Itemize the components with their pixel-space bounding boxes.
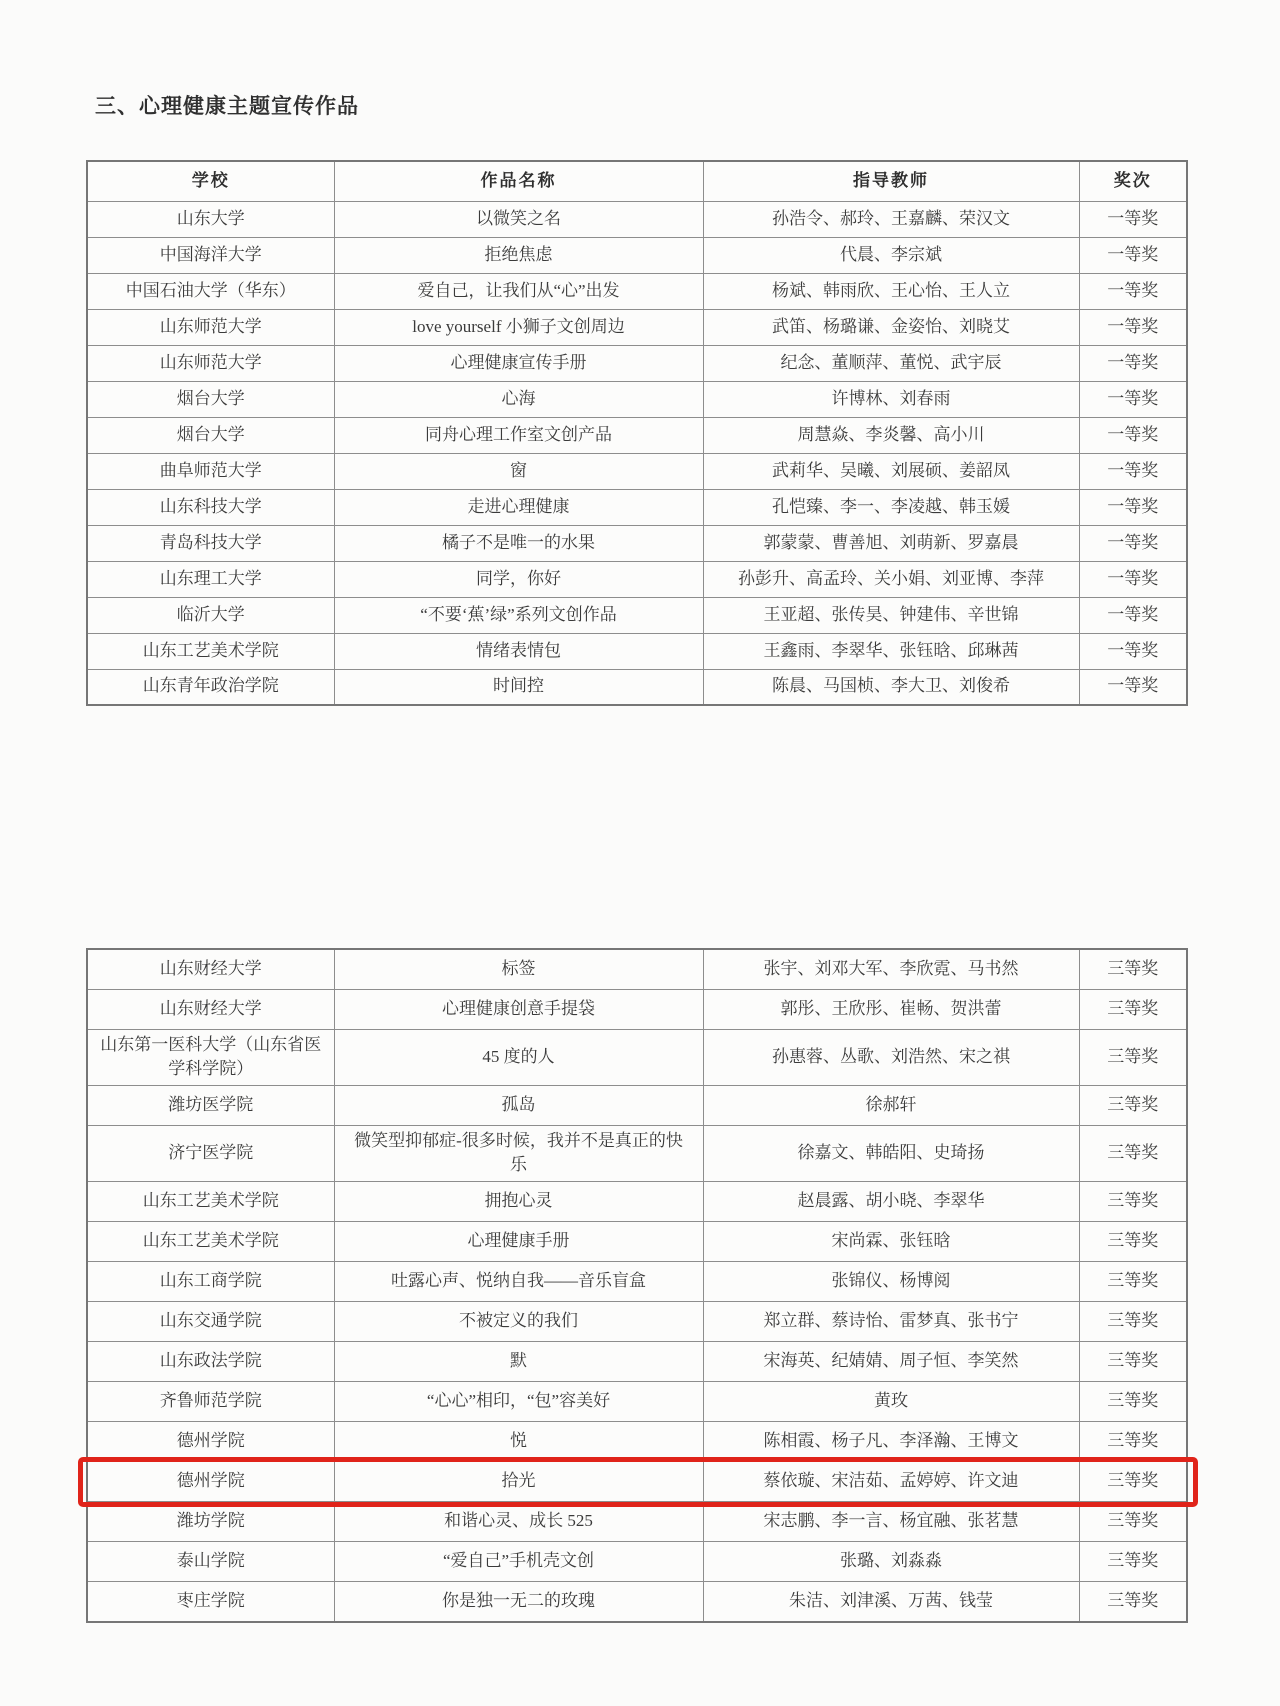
cell-school: 青岛科技大学 bbox=[87, 525, 334, 561]
cell-school: 山东科技大学 bbox=[87, 489, 334, 525]
section-title: 三、心理健康主题宣传作品 bbox=[95, 94, 359, 118]
table-row bbox=[87, 1382, 1187, 1422]
table-row bbox=[87, 1542, 1187, 1582]
cell-award: 三等奖 bbox=[1079, 1262, 1187, 1302]
cell-work: 橘子不是唯一的水果 bbox=[334, 525, 703, 561]
third-prize-table bbox=[86, 948, 1188, 1623]
cell-work: 孤岛 bbox=[334, 1085, 703, 1125]
cell-award: 一等奖 bbox=[1079, 237, 1187, 273]
cell-award: 三等奖 bbox=[1079, 1382, 1187, 1422]
table-row bbox=[87, 633, 1187, 669]
cell-award: 三等奖 bbox=[1079, 1422, 1187, 1462]
cell-award: 一等奖 bbox=[1079, 345, 1187, 381]
cell-teachers: 周慧焱、李炎馨、高小川 bbox=[703, 417, 1079, 453]
cell-school: 山东师范大学 bbox=[87, 345, 334, 381]
table-row bbox=[87, 345, 1187, 381]
cell-award: 一等奖 bbox=[1079, 417, 1187, 453]
table-row bbox=[87, 525, 1187, 561]
cell-award: 三等奖 bbox=[1079, 1085, 1187, 1125]
cell-work: “不要‘蕉’绿”系列文创作品 bbox=[334, 597, 703, 633]
cell-teachers: 孙惠蓉、丛歌、刘浩然、宋之祺 bbox=[703, 1029, 1079, 1085]
cell-teachers: 郭蒙蒙、曹善旭、刘萌新、罗嘉晨 bbox=[703, 525, 1079, 561]
cell-school: 山东工商学院 bbox=[87, 1262, 334, 1302]
cell-teachers: 张锦仪、杨博阅 bbox=[703, 1262, 1079, 1302]
cell-school: 山东理工大学 bbox=[87, 561, 334, 597]
cell-teachers: 许博林、刘春雨 bbox=[703, 381, 1079, 417]
cell-school: 泰山学院 bbox=[87, 1542, 334, 1582]
cell-award: 一等奖 bbox=[1079, 309, 1187, 345]
table-row bbox=[87, 453, 1187, 489]
cell-school: 山东工艺美术学院 bbox=[87, 633, 334, 669]
table-row bbox=[87, 417, 1187, 453]
header-work-title: 作品名称 bbox=[334, 161, 703, 201]
cell-award: 三等奖 bbox=[1079, 1582, 1187, 1622]
cell-work: 窗 bbox=[334, 453, 703, 489]
cell-school: 潍坊学院 bbox=[87, 1502, 334, 1542]
cell-teachers: 孙浩令、郝玲、王嘉麟、荣汉文 bbox=[703, 201, 1079, 237]
cell-award: 三等奖 bbox=[1079, 1302, 1187, 1342]
cell-work: 心理健康创意手提袋 bbox=[334, 989, 703, 1029]
table-row bbox=[87, 237, 1187, 273]
header-award-level: 奖次 bbox=[1079, 161, 1187, 201]
table-row bbox=[87, 1462, 1187, 1502]
cell-work: 标签 bbox=[334, 949, 703, 989]
cell-school: 山东政法学院 bbox=[87, 1342, 334, 1382]
cell-work: 走进心理健康 bbox=[334, 489, 703, 525]
cell-teachers: 赵晨露、胡小晓、李翠华 bbox=[703, 1182, 1079, 1222]
cell-work: 爱自己，让我们从“心”出发 bbox=[334, 273, 703, 309]
cell-work: 拾光 bbox=[334, 1462, 703, 1502]
cell-teachers: 徐郝轩 bbox=[703, 1085, 1079, 1125]
table-row bbox=[87, 309, 1187, 345]
cell-award: 三等奖 bbox=[1079, 1125, 1187, 1181]
cell-work: 同学，你好 bbox=[334, 561, 703, 597]
cell-work: 微笑型抑郁症-很多时候，我并不是真正的快乐 bbox=[334, 1125, 703, 1181]
cell-work: 和谐心灵、成长 525 bbox=[334, 1502, 703, 1542]
cell-teachers: 王亚超、张传昊、钟建伟、辛世锦 bbox=[703, 597, 1079, 633]
cell-teachers: 代晨、李宗斌 bbox=[703, 237, 1079, 273]
cell-teachers: 宋尚霖、张钰晗 bbox=[703, 1222, 1079, 1262]
table-row bbox=[87, 1342, 1187, 1382]
cell-school: 山东工艺美术学院 bbox=[87, 1222, 334, 1262]
table-row bbox=[87, 597, 1187, 633]
cell-school: 中国石油大学（华东） bbox=[87, 273, 334, 309]
cell-work: 悦 bbox=[334, 1422, 703, 1462]
cell-award: 三等奖 bbox=[1079, 1502, 1187, 1542]
cell-teachers: 杨斌、韩雨欣、王心怡、王人立 bbox=[703, 273, 1079, 309]
cell-school: 中国海洋大学 bbox=[87, 237, 334, 273]
cell-work: 心海 bbox=[334, 381, 703, 417]
cell-teachers: 陈相霞、杨子凡、李泽瀚、王博文 bbox=[703, 1422, 1079, 1462]
cell-teachers: 纪念、董顺萍、董悦、武宇辰 bbox=[703, 345, 1079, 381]
cell-award: 一等奖 bbox=[1079, 273, 1187, 309]
cell-school: 山东青年政治学院 bbox=[87, 669, 334, 705]
cell-award: 一等奖 bbox=[1079, 381, 1187, 417]
cell-award: 三等奖 bbox=[1079, 1222, 1187, 1262]
cell-teachers: 徐嘉文、韩皓阳、史琦扬 bbox=[703, 1125, 1079, 1181]
cell-school: 山东财经大学 bbox=[87, 989, 334, 1029]
cell-award: 一等奖 bbox=[1079, 597, 1187, 633]
table-row bbox=[87, 949, 1187, 989]
cell-award: 一等奖 bbox=[1079, 489, 1187, 525]
cell-award: 一等奖 bbox=[1079, 453, 1187, 489]
cell-teachers: 张宇、刘邓大军、李欣霓、马书然 bbox=[703, 949, 1079, 989]
cell-work: 心理健康手册 bbox=[334, 1222, 703, 1262]
cell-school: 山东交通学院 bbox=[87, 1302, 334, 1342]
cell-work: 时间控 bbox=[334, 669, 703, 705]
cell-school: 德州学院 bbox=[87, 1422, 334, 1462]
cell-teachers: 孔恺臻、李一、李凌越、韩玉媛 bbox=[703, 489, 1079, 525]
cell-school: 潍坊医学院 bbox=[87, 1085, 334, 1125]
cell-teachers: 陈晨、马国桢、李大卫、刘俊希 bbox=[703, 669, 1079, 705]
cell-work: 拒绝焦虑 bbox=[334, 237, 703, 273]
table-row bbox=[87, 1085, 1187, 1125]
table-row bbox=[87, 1302, 1187, 1342]
table-row bbox=[87, 1262, 1187, 1302]
cell-teachers: 郭彤、王欣彤、崔畅、贺洪蕾 bbox=[703, 989, 1079, 1029]
table-row bbox=[87, 561, 1187, 597]
cell-work: 不被定义的我们 bbox=[334, 1302, 703, 1342]
cell-award: 三等奖 bbox=[1079, 1542, 1187, 1582]
cell-award: 三等奖 bbox=[1079, 1029, 1187, 1085]
cell-school: 齐鲁师范学院 bbox=[87, 1382, 334, 1422]
cell-award: 三等奖 bbox=[1079, 1182, 1187, 1222]
cell-teachers: 宋海英、纪婧婧、周子恒、李笑然 bbox=[703, 1342, 1079, 1382]
cell-work: 吐露心声、悦纳自我——音乐盲盒 bbox=[334, 1262, 703, 1302]
table-row bbox=[87, 1582, 1187, 1622]
cell-teachers: 黄玫 bbox=[703, 1382, 1079, 1422]
cell-work: 情绪表情包 bbox=[334, 633, 703, 669]
table-row bbox=[87, 1502, 1187, 1542]
cell-award: 三等奖 bbox=[1079, 1342, 1187, 1382]
cell-work: 心理健康宣传手册 bbox=[334, 345, 703, 381]
cell-work: 默 bbox=[334, 1342, 703, 1382]
cell-award: 一等奖 bbox=[1079, 669, 1187, 705]
table-row bbox=[87, 669, 1187, 705]
table-row bbox=[87, 1029, 1187, 1085]
table-row bbox=[87, 201, 1187, 237]
cell-teachers: 武笛、杨璐谦、金姿怡、刘晓艾 bbox=[703, 309, 1079, 345]
cell-award: 一等奖 bbox=[1079, 561, 1187, 597]
cell-teachers: 王鑫雨、李翠华、张钰晗、邱琳茜 bbox=[703, 633, 1079, 669]
table-row bbox=[87, 1125, 1187, 1181]
cell-teachers: 蔡依璇、宋洁茹、孟婷婷、许文迪 bbox=[703, 1462, 1079, 1502]
cell-work: “爱自己”手机壳文创 bbox=[334, 1542, 703, 1582]
cell-work: 拥抱心灵 bbox=[334, 1182, 703, 1222]
table-row bbox=[87, 381, 1187, 417]
cell-school: 枣庄学院 bbox=[87, 1582, 334, 1622]
cell-teachers: 郑立群、蔡诗怡、雷梦真、张书宁 bbox=[703, 1302, 1079, 1342]
cell-school: 曲阜师范大学 bbox=[87, 453, 334, 489]
cell-school: 烟台大学 bbox=[87, 417, 334, 453]
cell-award: 三等奖 bbox=[1079, 949, 1187, 989]
cell-work: love yourself 小狮子文创周边 bbox=[334, 309, 703, 345]
cell-school: 山东财经大学 bbox=[87, 949, 334, 989]
cell-teachers: 宋志鹏、李一言、杨宜融、张茗慧 bbox=[703, 1502, 1079, 1542]
cell-award: 三等奖 bbox=[1079, 1462, 1187, 1502]
cell-teachers: 孙彭升、高孟玲、关小娟、刘亚博、李萍 bbox=[703, 561, 1079, 597]
cell-award: 一等奖 bbox=[1079, 201, 1187, 237]
cell-teachers: 朱洁、刘津溪、万茜、钱莹 bbox=[703, 1582, 1079, 1622]
header-school: 学校 bbox=[87, 161, 334, 201]
cell-work: 同舟心理工作室文创产品 bbox=[334, 417, 703, 453]
table-header-row bbox=[87, 161, 1187, 201]
table-row bbox=[87, 989, 1187, 1029]
cell-work: 45 度的人 bbox=[334, 1029, 703, 1085]
table-row bbox=[87, 1222, 1187, 1262]
table-row bbox=[87, 1422, 1187, 1462]
cell-award: 一等奖 bbox=[1079, 633, 1187, 669]
cell-school: 山东第一医科大学（山东省医学科学院） bbox=[87, 1029, 334, 1085]
cell-work: “心心”相印，“包”容美好 bbox=[334, 1382, 703, 1422]
table-row bbox=[87, 1182, 1187, 1222]
cell-school: 德州学院 bbox=[87, 1462, 334, 1502]
first-prize-table bbox=[86, 160, 1188, 706]
cell-work: 以微笑之名 bbox=[334, 201, 703, 237]
cell-school: 山东工艺美术学院 bbox=[87, 1182, 334, 1222]
table-row bbox=[87, 489, 1187, 525]
cell-award: 三等奖 bbox=[1079, 989, 1187, 1029]
cell-school: 山东师范大学 bbox=[87, 309, 334, 345]
cell-teachers: 张璐、刘淼淼 bbox=[703, 1542, 1079, 1582]
cell-work: 你是独一无二的玫瑰 bbox=[334, 1582, 703, 1622]
table-row bbox=[87, 273, 1187, 309]
cell-school: 山东大学 bbox=[87, 201, 334, 237]
cell-school: 烟台大学 bbox=[87, 381, 334, 417]
header-advisors: 指导教师 bbox=[703, 161, 1079, 201]
cell-school: 临沂大学 bbox=[87, 597, 334, 633]
cell-award: 一等奖 bbox=[1079, 525, 1187, 561]
cell-teachers: 武莉华、吴曦、刘展硕、姜韶凤 bbox=[703, 453, 1079, 489]
cell-school: 济宁医学院 bbox=[87, 1125, 334, 1181]
